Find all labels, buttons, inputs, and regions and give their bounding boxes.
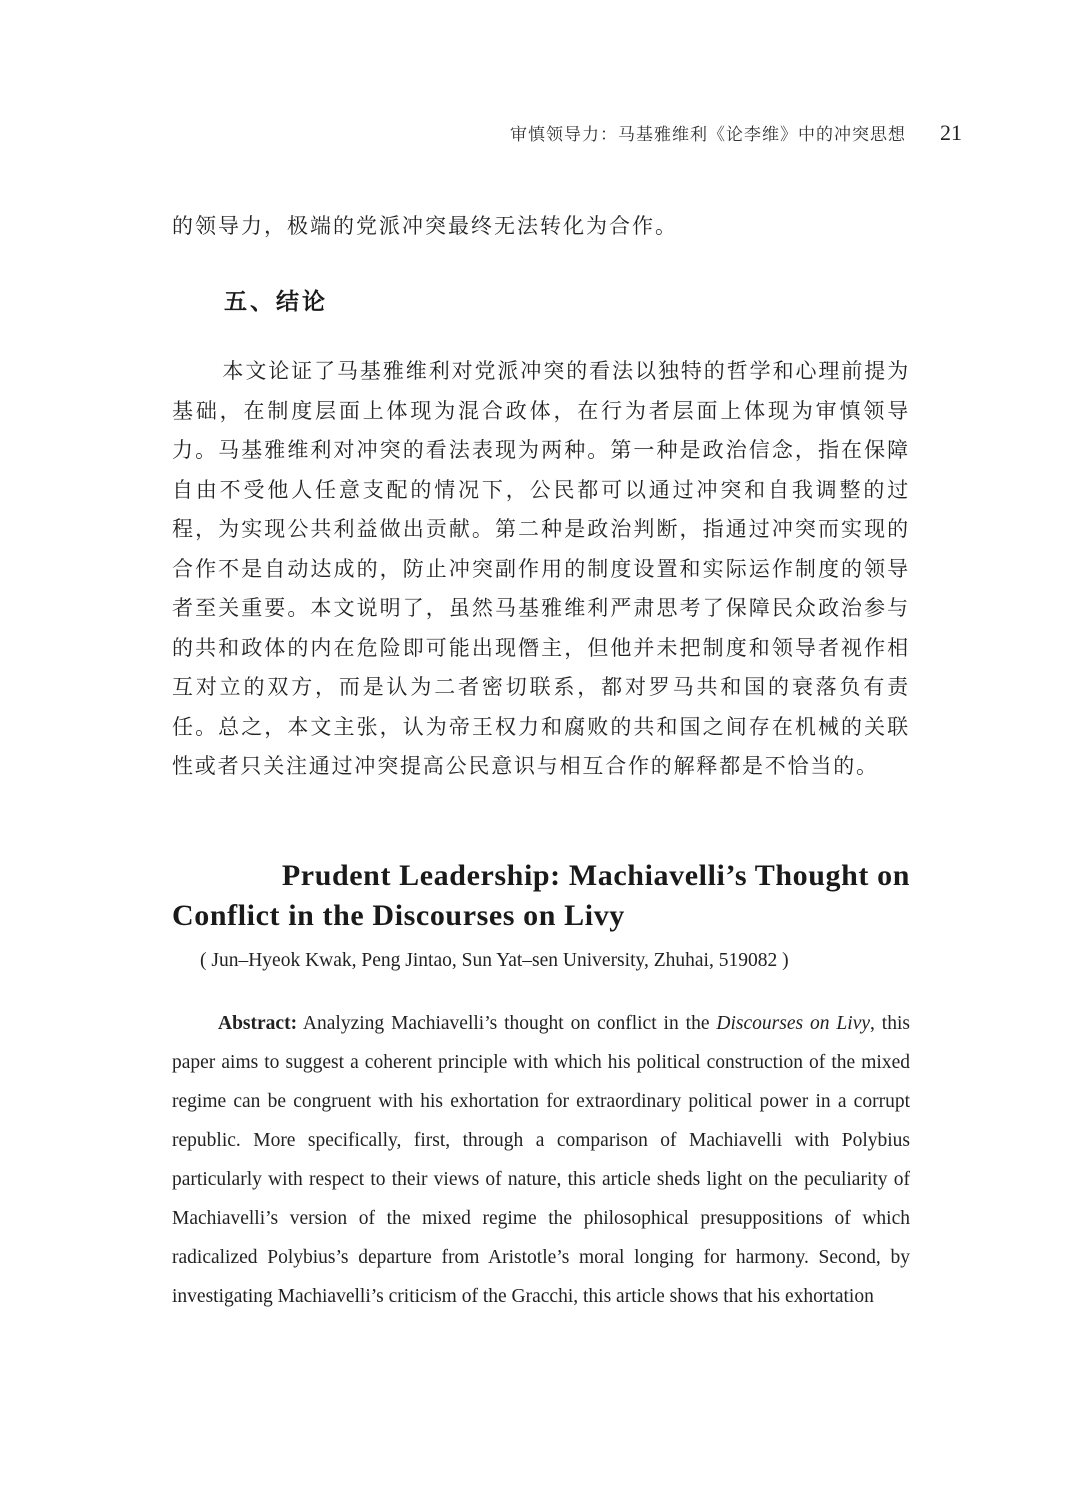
- english-title: [172, 856, 910, 936]
- abstract-book-title: Discourses on Livy: [716, 1013, 870, 1034]
- abstract-text-part-2: , this paper aims to suggest a coherent principle with which his political construction of the mixed regime can be congruent with his exhortation for extraordinary political power in a corrupt republic. More specifically, first, through a comparison of Machiavelli with Polybius particularly with respect to their views of nature, this article sheds light on the peculiarity of Machiavelli’s version of the mixed regime the philosophical presuppositions of which radicalized Polybius’s departure from Aristotle’s moral longing for harmony. Second, by investigating Machiavelli’s criticism of the Gracchi, this article shows that his exhortation: [172, 1013, 910, 1307]
- abstract-paragraph: [172, 1004, 910, 1316]
- english-title-line-1: Prudent Leadership: Machiavelli’s Thought on: [281, 859, 910, 892]
- conclusion-body: [172, 352, 910, 787]
- english-title-line-2: Conflict in the Discourses on Livy: [172, 899, 625, 932]
- section-heading-conclusion: 五、结论: [224, 289, 328, 315]
- page-number: 21: [940, 120, 962, 145]
- abstract-text-part-1: Analyzing Machiavelli’s thought on conflict in the: [297, 1013, 717, 1034]
- abstract-label: Abstract:: [218, 1013, 298, 1034]
- author-affiliation: ( Jun–Hyeok Kwak, Peng Jintao, Sun Yat–sen University, Zhuhai, 519082 ): [200, 950, 789, 971]
- running-header: [510, 120, 962, 146]
- conclusion-paragraph: 本文论证了马基雅维利对党派冲突的看法以独特的哲学和心理前提为基础，在制度层面上体现为混合政体，在行为者层面上体现为审慎领导力。马基雅维利对冲突的看法表现为两种。第一种是政治信念，指在保障自由不受他人任意支配的情况下，公民都可以通过冲突和自我调整的过程，为实现公共利益做出贡献。第二种是政治判断，指通过冲突而实现的合作不是自动达成的，防止冲突副作用的制度设置和实际运作制度的领导者至关重要。本文说明了，虽然马基雅维利严肃思考了保障民众政治参与的共和政体的内在危险即可能出现僭主，但他并未把制度和领导者视作相互对立的双方，而是认为二者密切联系，都对罗马共和国的衰落负有责任。总之，本文主张，认为帝王权力和腐败的共和国之间存在机械的关联性或者只关注通过冲突提高公民意识与相互合作的解释都是不恰当的。: [172, 359, 910, 778]
- english-abstract: [172, 1004, 910, 1316]
- running-title: 审慎领导力：马基雅维利《论李维》中的冲突思想: [510, 125, 906, 145]
- continued-paragraph: 的领导力，极端的党派冲突最终无法转化为合作。: [172, 214, 678, 238]
